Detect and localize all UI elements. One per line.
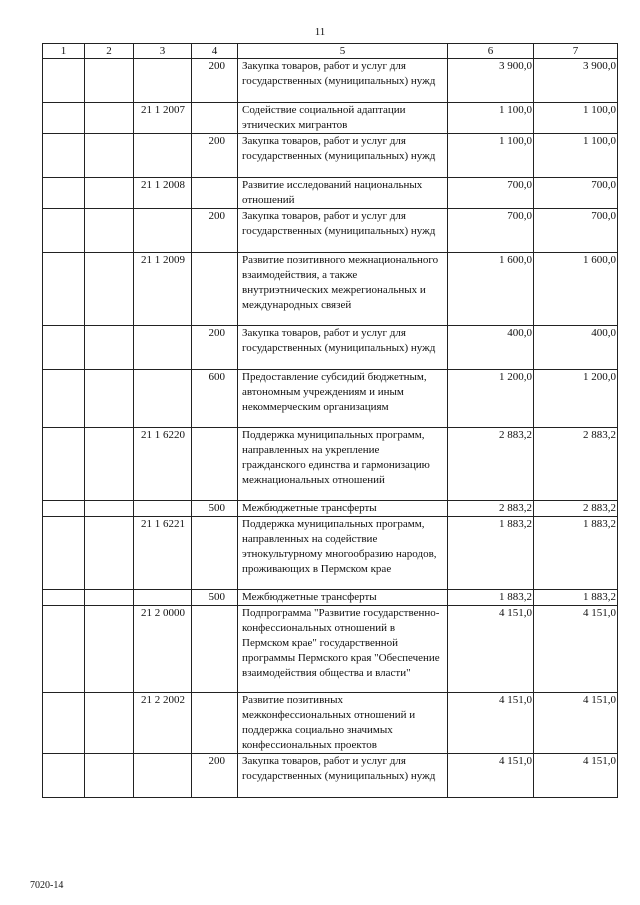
- cell-c7: 1 100,0: [534, 134, 618, 178]
- header-cell: 3: [134, 44, 192, 59]
- cell-c5: Закупка товаров, работ и услуг для государственных (муниципальных) нужд: [238, 134, 448, 178]
- header-row: [43, 44, 618, 59]
- cell-c6: 1 883,2: [448, 517, 534, 590]
- cell-c5: Закупка товаров, работ и услуг для государственных (муниципальных) нужд: [238, 326, 448, 370]
- cell-c6: 1 600,0: [448, 253, 534, 326]
- cell-c5: Развитие исследований национальных отношений: [238, 178, 448, 209]
- cell-c7: 1 100,0: [534, 103, 618, 134]
- cell-c3: 21 2 0000: [134, 606, 192, 693]
- cell-c3: [134, 326, 192, 370]
- cell-c1: [43, 693, 85, 754]
- cell-c5: Закупка товаров, работ и услуг для государственных (муниципальных) нужд: [238, 209, 448, 253]
- cell-c5: Поддержка муниципальных программ, направленных на содействие этнокультурному многообразию народов, проживающих в Пермском крае: [238, 517, 448, 590]
- cell-c3: 21 2 2002: [134, 693, 192, 754]
- cell-c2: [85, 326, 134, 370]
- cell-c4: [192, 693, 238, 754]
- cell-c1: [43, 501, 85, 517]
- cell-c3: 21 1 2008: [134, 178, 192, 209]
- cell-c4: 600: [192, 370, 238, 428]
- cell-c2: [85, 103, 134, 134]
- table-row: [43, 209, 618, 253]
- cell-c2: [85, 501, 134, 517]
- cell-c3: 21 1 6221: [134, 517, 192, 590]
- page-number: 11: [314, 26, 326, 38]
- table-row: [43, 134, 618, 178]
- cell-c2: [85, 693, 134, 754]
- table-row: [43, 326, 618, 370]
- cell-c7: 1 883,2: [534, 590, 618, 606]
- cell-c4: 500: [192, 501, 238, 517]
- cell-c7: 2 883,2: [534, 428, 618, 501]
- table-row: [43, 59, 618, 103]
- cell-c2: [85, 370, 134, 428]
- cell-c1: [43, 428, 85, 501]
- cell-c2: [85, 59, 134, 103]
- cell-c7: 700,0: [534, 178, 618, 209]
- cell-c4: [192, 103, 238, 134]
- cell-c5: Закупка товаров, работ и услуг для государственных (муниципальных) нужд: [238, 59, 448, 103]
- cell-c3: [134, 501, 192, 517]
- cell-c4: 200: [192, 134, 238, 178]
- cell-c6: 1 100,0: [448, 103, 534, 134]
- cell-c5: Поддержка муниципальных программ, направленных на укрепление гражданского единства и гармонизацию межнациональных отношений: [238, 428, 448, 501]
- cell-c5: Межбюджетные трансферты: [238, 590, 448, 606]
- cell-c6: 2 883,2: [448, 501, 534, 517]
- budget-table: [42, 43, 618, 798]
- cell-c5: Содействие социальной адаптации этнических мигрантов: [238, 103, 448, 134]
- header-cell: 6: [448, 44, 534, 59]
- cell-c5: Межбюджетные трансферты: [238, 501, 448, 517]
- cell-c7: 1 883,2: [534, 517, 618, 590]
- table-row: [43, 370, 618, 428]
- header-cell: 2: [85, 44, 134, 59]
- table-row: [43, 253, 618, 326]
- cell-c1: [43, 517, 85, 590]
- table-row: [43, 754, 618, 798]
- cell-c1: [43, 59, 85, 103]
- table-row: [43, 103, 618, 134]
- cell-c7: 1 200,0: [534, 370, 618, 428]
- cell-c4: 200: [192, 754, 238, 798]
- cell-c4: 200: [192, 326, 238, 370]
- cell-c6: 2 883,2: [448, 428, 534, 501]
- cell-c3: [134, 59, 192, 103]
- cell-c3: [134, 370, 192, 428]
- cell-c3: [134, 209, 192, 253]
- cell-c2: [85, 209, 134, 253]
- table-row: [43, 178, 618, 209]
- cell-c1: [43, 253, 85, 326]
- cell-c5: Подпрограмма "Развитие государственно-конфессиональных отношений в Пермском крае" государственной программы Пермского края "Обеспечение взаимодействия общества и власти": [238, 606, 448, 693]
- table-row: [43, 590, 618, 606]
- table-row: [43, 501, 618, 517]
- cell-c7: 3 900,0: [534, 59, 618, 103]
- cell-c6: 3 900,0: [448, 59, 534, 103]
- table-row: [43, 693, 618, 754]
- cell-c2: [85, 590, 134, 606]
- cell-c2: [85, 754, 134, 798]
- cell-c5: Закупка товаров, работ и услуг для государственных (муниципальных) нужд: [238, 754, 448, 798]
- cell-c4: [192, 428, 238, 501]
- cell-c7: 400,0: [534, 326, 618, 370]
- cell-c7: 4 151,0: [534, 606, 618, 693]
- cell-c4: [192, 253, 238, 326]
- cell-c5: Развитие позитивных межконфессиональных отношений и поддержка социально значимых конфессиональных проектов: [238, 693, 448, 754]
- cell-c6: 700,0: [448, 178, 534, 209]
- header-cell: 4: [192, 44, 238, 59]
- cell-c1: [43, 134, 85, 178]
- cell-c3: [134, 590, 192, 606]
- cell-c1: [43, 370, 85, 428]
- cell-c4: [192, 517, 238, 590]
- cell-c4: 200: [192, 209, 238, 253]
- cell-c3: 21 1 6220: [134, 428, 192, 501]
- cell-c5: Развитие позитивного межнационального взаимодействия, а также внутриэтнических межрегиональных и международных связей: [238, 253, 448, 326]
- cell-c6: 4 151,0: [448, 606, 534, 693]
- cell-c4: 500: [192, 590, 238, 606]
- cell-c1: [43, 606, 85, 693]
- cell-c3: [134, 754, 192, 798]
- cell-c3: 21 1 2007: [134, 103, 192, 134]
- cell-c7: 1 600,0: [534, 253, 618, 326]
- cell-c7: 4 151,0: [534, 693, 618, 754]
- cell-c7: 700,0: [534, 209, 618, 253]
- document-code: 7020-14: [30, 880, 64, 891]
- cell-c6: 4 151,0: [448, 754, 534, 798]
- cell-c1: [43, 103, 85, 134]
- header-cell: 5: [238, 44, 448, 59]
- header-cell: 1: [43, 44, 85, 59]
- cell-c6: 400,0: [448, 326, 534, 370]
- cell-c6: 700,0: [448, 209, 534, 253]
- cell-c1: [43, 590, 85, 606]
- cell-c4: [192, 606, 238, 693]
- cell-c2: [85, 517, 134, 590]
- cell-c4: 200: [192, 59, 238, 103]
- cell-c2: [85, 253, 134, 326]
- cell-c7: 2 883,2: [534, 501, 618, 517]
- cell-c2: [85, 606, 134, 693]
- table-row: [43, 428, 618, 501]
- cell-c2: [85, 428, 134, 501]
- cell-c2: [85, 134, 134, 178]
- table-row: [43, 606, 618, 693]
- cell-c5: Предоставление субсидий бюджетным, автономным учреждениям и иным некоммерческим организациям: [238, 370, 448, 428]
- cell-c1: [43, 178, 85, 209]
- cell-c6: 1 883,2: [448, 590, 534, 606]
- table-row: [43, 517, 618, 590]
- cell-c1: [43, 754, 85, 798]
- cell-c1: [43, 209, 85, 253]
- cell-c4: [192, 178, 238, 209]
- header-cell: 7: [534, 44, 618, 59]
- cell-c3: 21 1 2009: [134, 253, 192, 326]
- cell-c6: 1 200,0: [448, 370, 534, 428]
- cell-c6: 4 151,0: [448, 693, 534, 754]
- cell-c6: 1 100,0: [448, 134, 534, 178]
- cell-c1: [43, 326, 85, 370]
- cell-c3: [134, 134, 192, 178]
- cell-c7: 4 151,0: [534, 754, 618, 798]
- cell-c2: [85, 178, 134, 209]
